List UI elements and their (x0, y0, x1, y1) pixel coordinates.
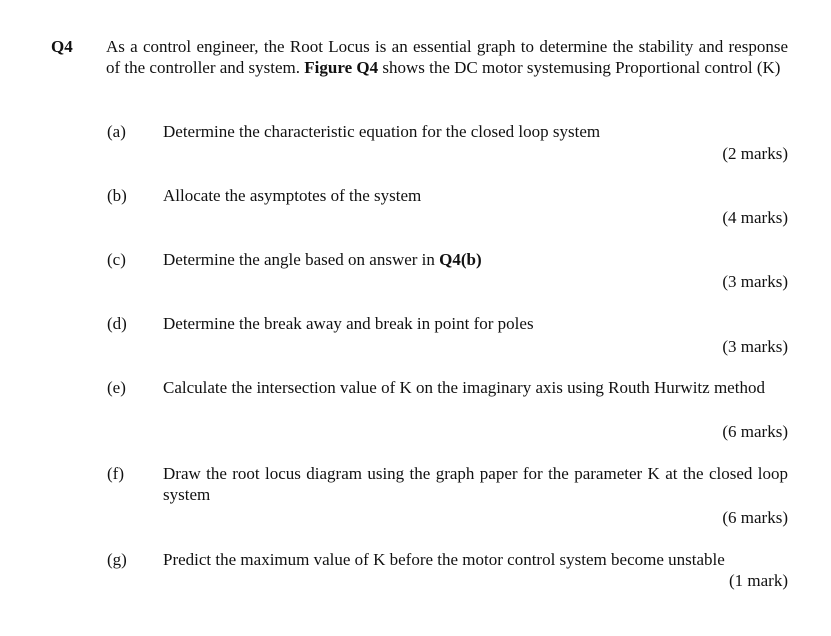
part-marks: (3 marks) (722, 272, 788, 291)
part-text: Allocate the asymptotes of the system (163, 186, 422, 205)
part-text: Calculate the intersection value of K on the imaginary axis using Routh Hurwitz method (163, 378, 765, 397)
part-marks: (4 marks) (722, 208, 788, 227)
part-text (163, 249, 788, 270)
part-marks: (1 mark) (728, 571, 788, 590)
part-text: Determine the characteristic equation for the closed loop system (163, 122, 601, 141)
intro-text-2: shows the DC motor systemusing Proportional control (K) (378, 58, 781, 77)
part-label: (b) (107, 186, 127, 205)
part-label: (a) (107, 122, 126, 141)
part-text: Determine the break away and break in point for poles (163, 314, 534, 333)
part-label: (e) (107, 378, 126, 397)
question-intro (106, 36, 788, 78)
part-marks: (3 marks) (722, 337, 788, 356)
question-number: Q4 (51, 37, 73, 56)
figure-reference: Figure Q4 (304, 58, 379, 77)
part-marks: (6 marks) (722, 422, 788, 441)
part-text-plain: Determine the angle based on answer in (163, 250, 440, 269)
intro-text-1: As a control engineer, the Root Locus is an essential graph to determine the stability and response of the controller and system. (106, 37, 788, 77)
part-label: (g) (107, 550, 127, 569)
part-label: (c) (107, 250, 126, 269)
part-marks: (6 marks) (722, 508, 788, 527)
part-text-bold-ref: Q4(b) (439, 250, 482, 269)
part-label: (d) (107, 314, 127, 333)
part-text: Draw the root locus diagram using the graph paper for the parameter K at the closed loop system (163, 464, 788, 504)
part-text: Predict the maximum value of K before the motor control system become unstable (163, 550, 725, 569)
part-marks: (2 marks) (722, 144, 788, 163)
part-label: (f) (107, 464, 124, 483)
